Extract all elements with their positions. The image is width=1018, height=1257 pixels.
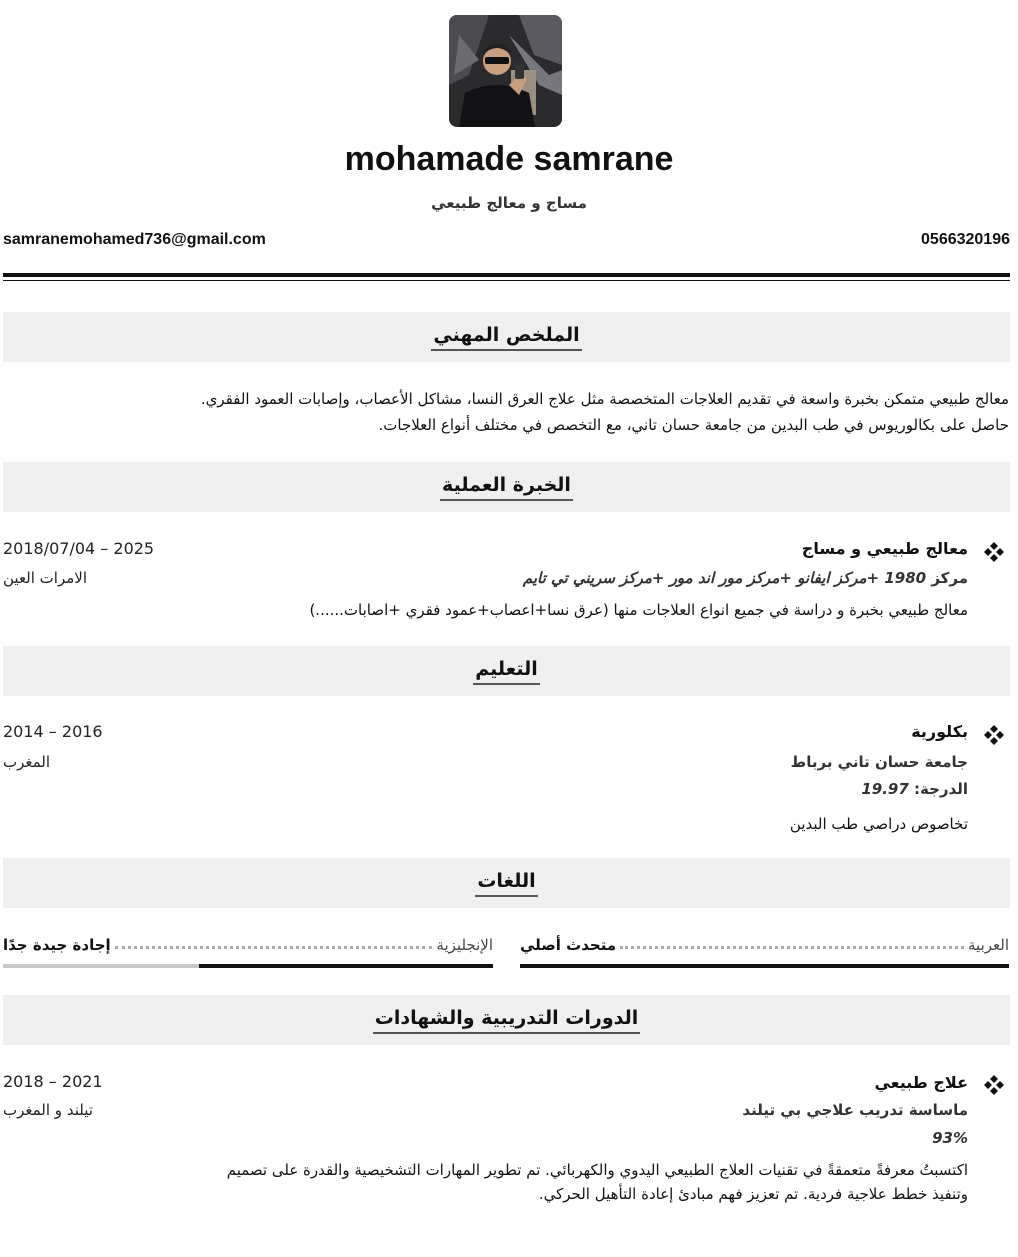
language-level: إجادة جيدة جدًا <box>3 936 111 954</box>
language-name: العربية <box>968 936 1009 954</box>
bullet-diamond-icon <box>982 723 1006 747</box>
language-bar-track <box>520 964 1009 968</box>
section-header-courses <box>3 995 1010 1045</box>
course-description-line: اكتسبتُ معرفةً متعمقةً في تقنيات العلاج الطبيعي اليدوي والكهربائي. تم تطوير المهارات التشخيصية والقدرة على تصميم <box>226 1161 968 1179</box>
experience-dates: 2018/07/04 – 2025 <box>3 539 155 558</box>
bullet-diamond-icon <box>982 540 1006 564</box>
education-location: المغرب <box>3 753 51 771</box>
education-degree: بكلورية <box>911 722 968 741</box>
summary-text <box>3 386 1009 438</box>
full-name: mohamade samrane <box>344 140 674 178</box>
education-school: جامعة حسان تاني برباط <box>790 753 968 771</box>
experience-title: معالج طبيعي و مساج <box>801 539 968 558</box>
course-description-line: وتنفيذ خطط علاجية فردية. تم تعزيز فهم مبادئ إعادة التأهيل الحركي. <box>538 1185 968 1203</box>
section-header-experience <box>3 462 1010 512</box>
grade-label: الدرجة: <box>914 780 968 798</box>
education-dates: 2014 – 2016 <box>3 722 103 741</box>
education-grade <box>861 778 968 800</box>
language-name: الإنجليزية <box>436 936 493 954</box>
section-title-courses: الدورات التدريبية والشهادات <box>373 1006 641 1034</box>
header-divider-thin <box>3 280 1010 281</box>
phone-number[interactable]: 0566320196 <box>921 231 1010 248</box>
section-title-education: التعليم <box>473 657 540 685</box>
language-bar-fill <box>199 964 493 968</box>
course-description <box>227 1158 968 1206</box>
language-item-english <box>3 932 493 958</box>
company-rest: +مركز ايفانو +مركز مور اند مور +مركز سريني تي تايم <box>522 569 880 587</box>
section-title-summary: الملخص المهني <box>431 323 581 351</box>
email[interactable]: samranemohamed736@gmail.com <box>3 231 266 248</box>
section-title-languages: اللغات <box>475 869 537 897</box>
language-bar-track <box>3 964 493 968</box>
company-number: 1980 <box>884 569 927 587</box>
job-title: مساج و معالج طبيعي <box>431 194 587 212</box>
experience-description: معالج طبيعي بخبرة و دراسة في جميع انواع العلاجات منها (عرق نسا+اعصاب+عمود فقري +اصابات......) <box>309 601 968 619</box>
section-header-education <box>3 646 1010 696</box>
course-provider: ماساسة تدريب علاجي بي تيلند <box>742 1101 968 1119</box>
language-dots <box>115 946 433 949</box>
company-prefix: مركز <box>931 569 968 587</box>
course-location: تيلند و المغرب <box>3 1101 93 1119</box>
section-header-languages <box>3 858 1010 908</box>
section-title-experience: الخبرة العملية <box>440 473 573 501</box>
experience-company <box>523 567 968 589</box>
education-description: تخاصوص دراصي طب البدين <box>789 815 968 833</box>
language-bar-fill <box>520 964 1009 968</box>
course-score <box>932 1127 968 1149</box>
section-header-summary <box>3 312 1010 362</box>
bullet-diamond-icon <box>982 1073 1006 1097</box>
language-dots <box>620 946 964 949</box>
language-item-arabic <box>520 932 1009 958</box>
summary-line: معالج طبيعي متمكن بخبرة واسعة في تقديم العلاجات المتخصصة مثل علاج العرق النسا، مشاكل الأعصاب، وإصابات العمود الفقري. <box>200 390 1009 408</box>
grade-value: 19.97 <box>861 780 909 798</box>
profile-photo <box>449 15 562 127</box>
header-divider-thick <box>3 273 1010 277</box>
language-level: متحدث أصلي <box>520 936 617 954</box>
course-dates: 2018 – 2021 <box>3 1072 103 1091</box>
summary-line: حاصل على بكالوريوس في طب البدين من جامعة حسان تاني، مع التخصص في مختلف أنواع العلاجات. <box>378 416 1009 434</box>
experience-location: الامرات العين <box>3 569 88 587</box>
score-value: 93% <box>932 1129 968 1147</box>
course-title: علاج طبيعي <box>874 1073 968 1092</box>
